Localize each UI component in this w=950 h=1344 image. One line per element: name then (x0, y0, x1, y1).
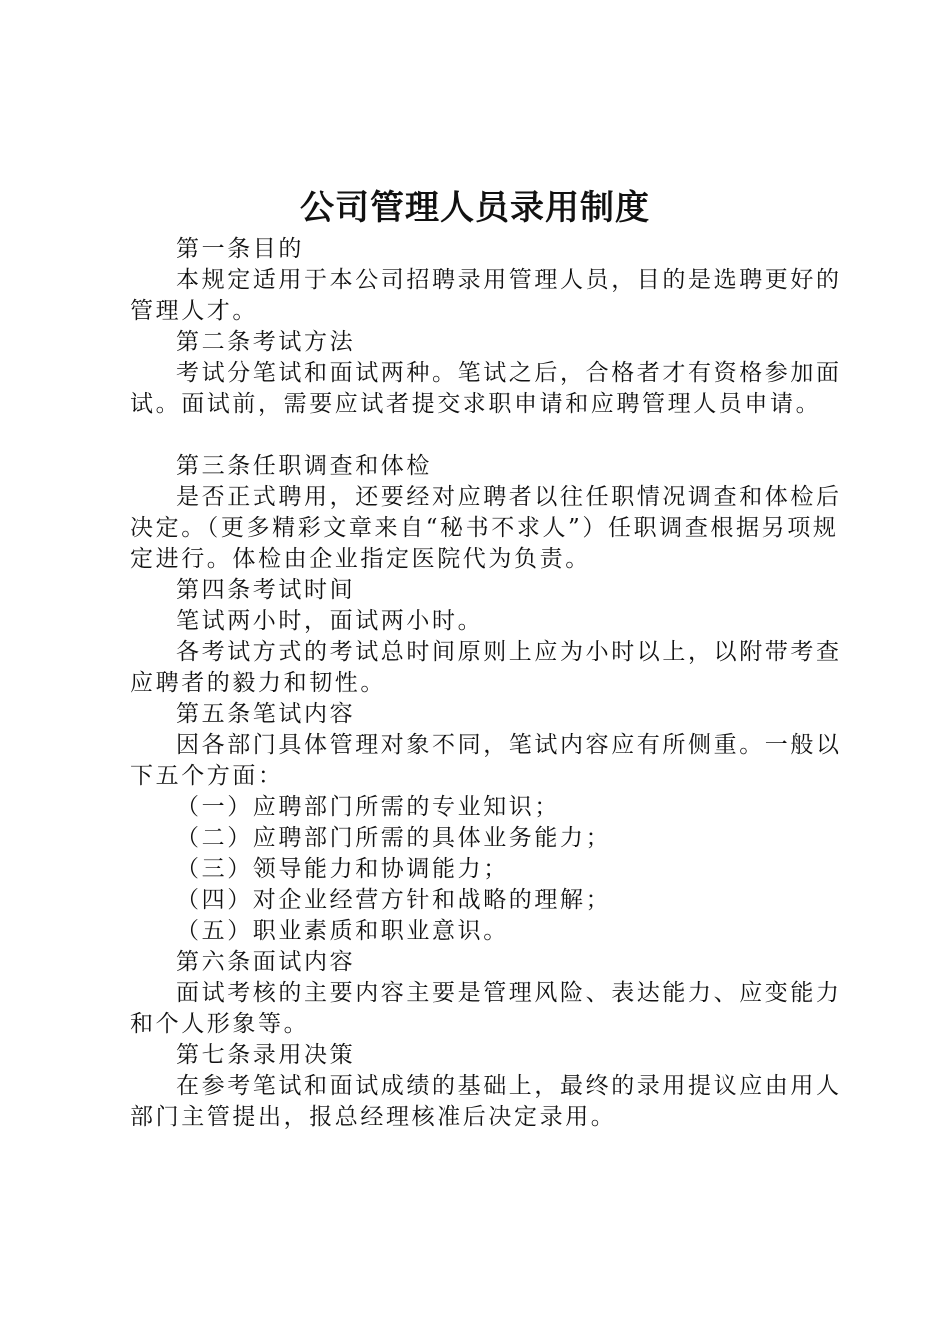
article-heading-5: 第五条笔试内容 (176, 701, 356, 727)
list-item: （四）对企业经营方针和战略的理解； (176, 887, 612, 913)
article-heading-1: 第一条目的 (176, 236, 304, 262)
article-heading-2: 第二条考试方法 (176, 329, 356, 355)
article-text-4a: 笔试两小时，面试两小时。 (176, 608, 484, 634)
paragraph-gap (130, 420, 842, 451)
article-text-4b: 各考试方式的考试总时间原则上应为小时以上，以附带考查应聘者的毅力和韧性。 (130, 639, 842, 696)
article-text-2: 考试分笔试和面试两种。笔试之后，合格者才有资格参加面试。面试前，需要应试者提交求职申请和应聘管理人员申请。 (130, 360, 842, 417)
list-item: （五）职业素质和职业意识。 (176, 918, 509, 944)
article-text-3: 是否正式聘用，还要经对应聘者以往任职情况调查和体检后决定。（更多精彩文章来自“秘书不求人”）任职调查根据另项规定进行。体检由企业指定医院代为负责。 (130, 484, 842, 572)
article-text-6: 面试考核的主要内容主要是管理风险、表达能力、应变能力和个人形象等。 (130, 980, 842, 1037)
list-item: （二）应聘部门所需的具体业务能力； (176, 825, 612, 851)
document-title: 公司管理人员录用制度 (300, 188, 650, 228)
article-heading-7: 第七条录用决策 (176, 1042, 356, 1068)
list-item: （一）应聘部门所需的专业知识； (176, 794, 560, 820)
article-text-5: 因各部门具体管理对象不同，笔试内容应有所侧重。一般以下五个方面： (130, 732, 842, 789)
article-text-1: 本规定适用于本公司招聘录用管理人员，目的是选聘更好的管理人才。 (130, 267, 842, 324)
list-item: （三）领导能力和协调能力； (176, 856, 509, 882)
article-text-7: 在参考笔试和面试成绩的基础上，最终的录用提议应由用人部门主管提出，报总经理核准后决定录用。 (130, 1073, 842, 1130)
document-body (130, 234, 842, 1133)
article-heading-3: 第三条任职调查和体检 (176, 453, 432, 479)
article-heading-6: 第六条面试内容 (176, 949, 356, 975)
article-heading-4: 第四条考试时间 (176, 577, 356, 603)
